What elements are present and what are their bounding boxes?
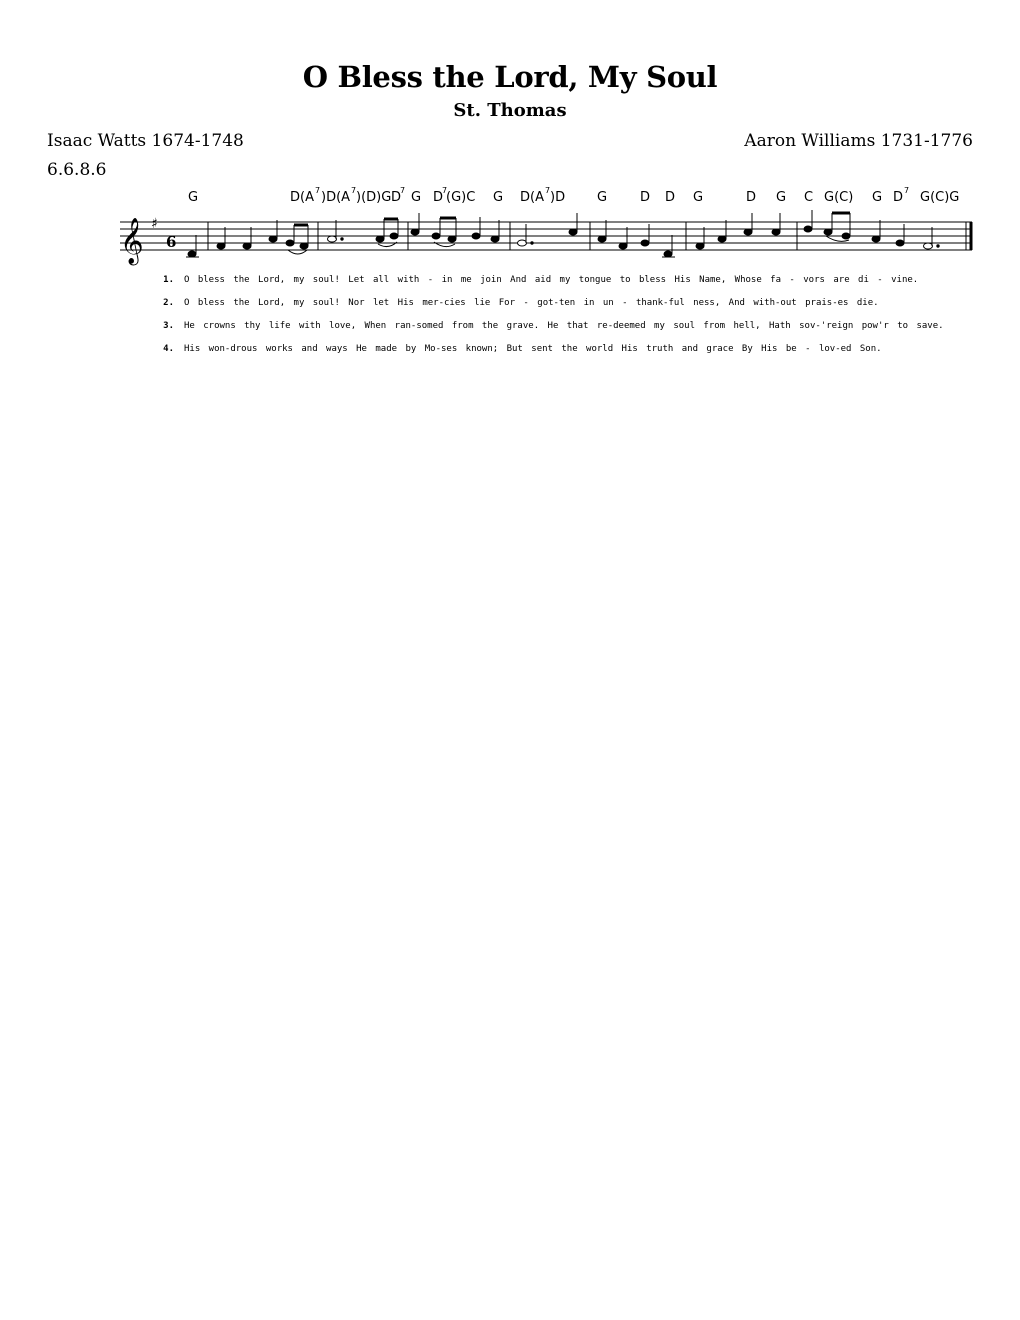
lyrics-verses: [150, 275, 950, 367]
chord-symbol: 7: [545, 186, 551, 195]
chord-symbols: [188, 186, 959, 205]
chord-symbol: G(C)G: [920, 190, 960, 205]
treble-clef: 𝄞: [120, 218, 144, 264]
time-signature: 6: [166, 233, 177, 251]
slurs: [288, 236, 849, 254]
chord-symbol: G: [188, 190, 199, 205]
chord-symbol: 7: [351, 186, 357, 195]
chord-symbol: 7: [400, 186, 406, 195]
chord-symbol: G: [693, 190, 704, 205]
verse-text: He crowns thy life with love, When ran-somed from the grave. He that re-deemed my soul from hell, Hath sov-'reign pow'r to save.: [184, 321, 944, 331]
chord-symbol: G(C): [824, 190, 854, 205]
hymn-title: O Bless the Lord, My Soul: [302, 60, 718, 94]
chord-symbol: G: [597, 190, 608, 205]
chord-symbol: )(D)G: [356, 190, 392, 205]
verse-line: [150, 298, 950, 321]
verse-line: [150, 321, 950, 344]
chord-symbol: G: [411, 190, 422, 205]
chord-symbol: C: [804, 190, 814, 205]
verse-number: 1.: [163, 275, 174, 285]
verse-line: [150, 275, 950, 298]
verse-line: [150, 344, 950, 367]
verse-text: O bless the Lord, my soul! Nor let His mer-cies lie For - got-ten in un - thank-ful ness, And with-out prais-es die.: [184, 298, 879, 308]
chord-symbol: D(A: [290, 190, 314, 205]
chord-symbol: D: [746, 190, 757, 205]
chord-symbol: D: [433, 190, 444, 205]
verse-text: His won-drous works and ways He made by Mo-ses known; But sent the world His truth and grace By His be - lov-ed Son.: [184, 344, 882, 354]
verse-number: 2.: [163, 298, 174, 308]
chord-symbol: (G)C: [446, 190, 476, 205]
chord-symbol: D(A: [520, 190, 544, 205]
chord-symbol: D: [640, 190, 651, 205]
chord-symbol: G: [872, 190, 883, 205]
verse-text: O bless the Lord, my soul! Let all with - in me join And aid my tongue to bless His Name, Whose fa - vors are di - vine.: [184, 275, 919, 285]
chord-symbol: G: [493, 190, 504, 205]
chord-symbol: D: [665, 190, 676, 205]
chord-symbol: 7: [315, 186, 321, 195]
chord-symbol: D: [893, 190, 904, 205]
verse-number: 3.: [163, 321, 174, 331]
tune-name: St. Thomas: [453, 100, 567, 121]
key-sharp: ♯: [151, 216, 158, 232]
music-staff: [0, 180, 1020, 275]
verse-number: 4.: [163, 344, 174, 354]
chord-symbol: 7: [442, 186, 448, 195]
chord-symbol: )D: [550, 190, 566, 205]
chord-symbol: 7: [904, 186, 910, 195]
lyricist-credit: Isaac Watts 1674-1748: [47, 131, 244, 151]
chord-symbol: G: [776, 190, 787, 205]
meter-label: 6.6.8.6: [47, 160, 107, 180]
chord-symbol: D: [391, 190, 402, 205]
composer-credit: Aaron Williams 1731-1776: [744, 131, 973, 151]
chord-symbol: )D(A: [321, 190, 351, 205]
